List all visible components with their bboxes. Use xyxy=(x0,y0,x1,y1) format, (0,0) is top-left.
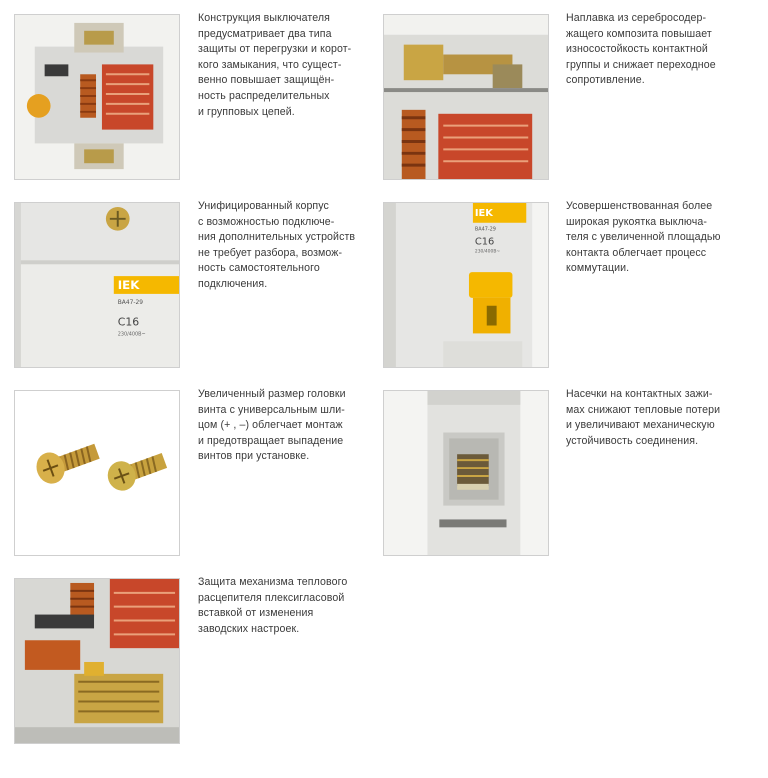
description-7: Защита механизма теплового расцепителя плексигласовой вставкой от изменения заводских настроек. xyxy=(198,576,348,635)
brand-logo: IEK xyxy=(117,277,140,292)
description-5: Увеличенный размер головки винта с универсальным шли- цом (+ , –) облегчает монтаж и предотвращает выпадение винтов при установке. xyxy=(198,388,346,463)
description-1: Конструкция выключателя предусматривает два типа защиты от перегрузки и корот- кого замыкания, что сущест- венно повышает защищён- ность распределительных и групповых цепей. xyxy=(198,12,352,118)
svg-text:230/400В~: 230/400В~ xyxy=(474,249,501,255)
description-3: Унифицированный корпус с возможностью подключе- ния дополнительных устройств не требует разбора, возмож- ность самостоятельного подключения. xyxy=(198,200,356,290)
photo-thermal-release xyxy=(14,578,180,744)
svg-text:230/400В~: 230/400В~ xyxy=(117,331,146,338)
photo-breaker-housing xyxy=(14,202,180,368)
photo-terminal-screws xyxy=(14,390,180,556)
photo-breaker-cutaway xyxy=(14,14,180,180)
svg-text:ВА47-29: ВА47-29 xyxy=(474,226,496,233)
photo-terminal-clamp xyxy=(383,390,549,556)
photo-contact-cladding xyxy=(383,14,549,180)
svg-text:ВА47-29: ВА47-29 xyxy=(117,299,144,306)
photo-breaker-handle xyxy=(383,202,549,368)
description-6: Насечки на контактных зажи- мах снижают тепловые потери и увеличивают механическую устойчивость соединения. xyxy=(566,388,721,447)
svg-text:IEK: IEK xyxy=(474,207,493,219)
svg-text:C16: C16 xyxy=(117,315,140,329)
description-4: Усовершенствованная более широкая рукоятка выключа- теля с увеличенной площадью контакта облегчает процесс коммутации. xyxy=(566,200,721,275)
svg-text:C16: C16 xyxy=(474,236,495,248)
description-2: Наплавка из серебросодер- жащего композита повышает износостойкость контактной группы и снижает переходное сопротивление. xyxy=(566,12,716,87)
